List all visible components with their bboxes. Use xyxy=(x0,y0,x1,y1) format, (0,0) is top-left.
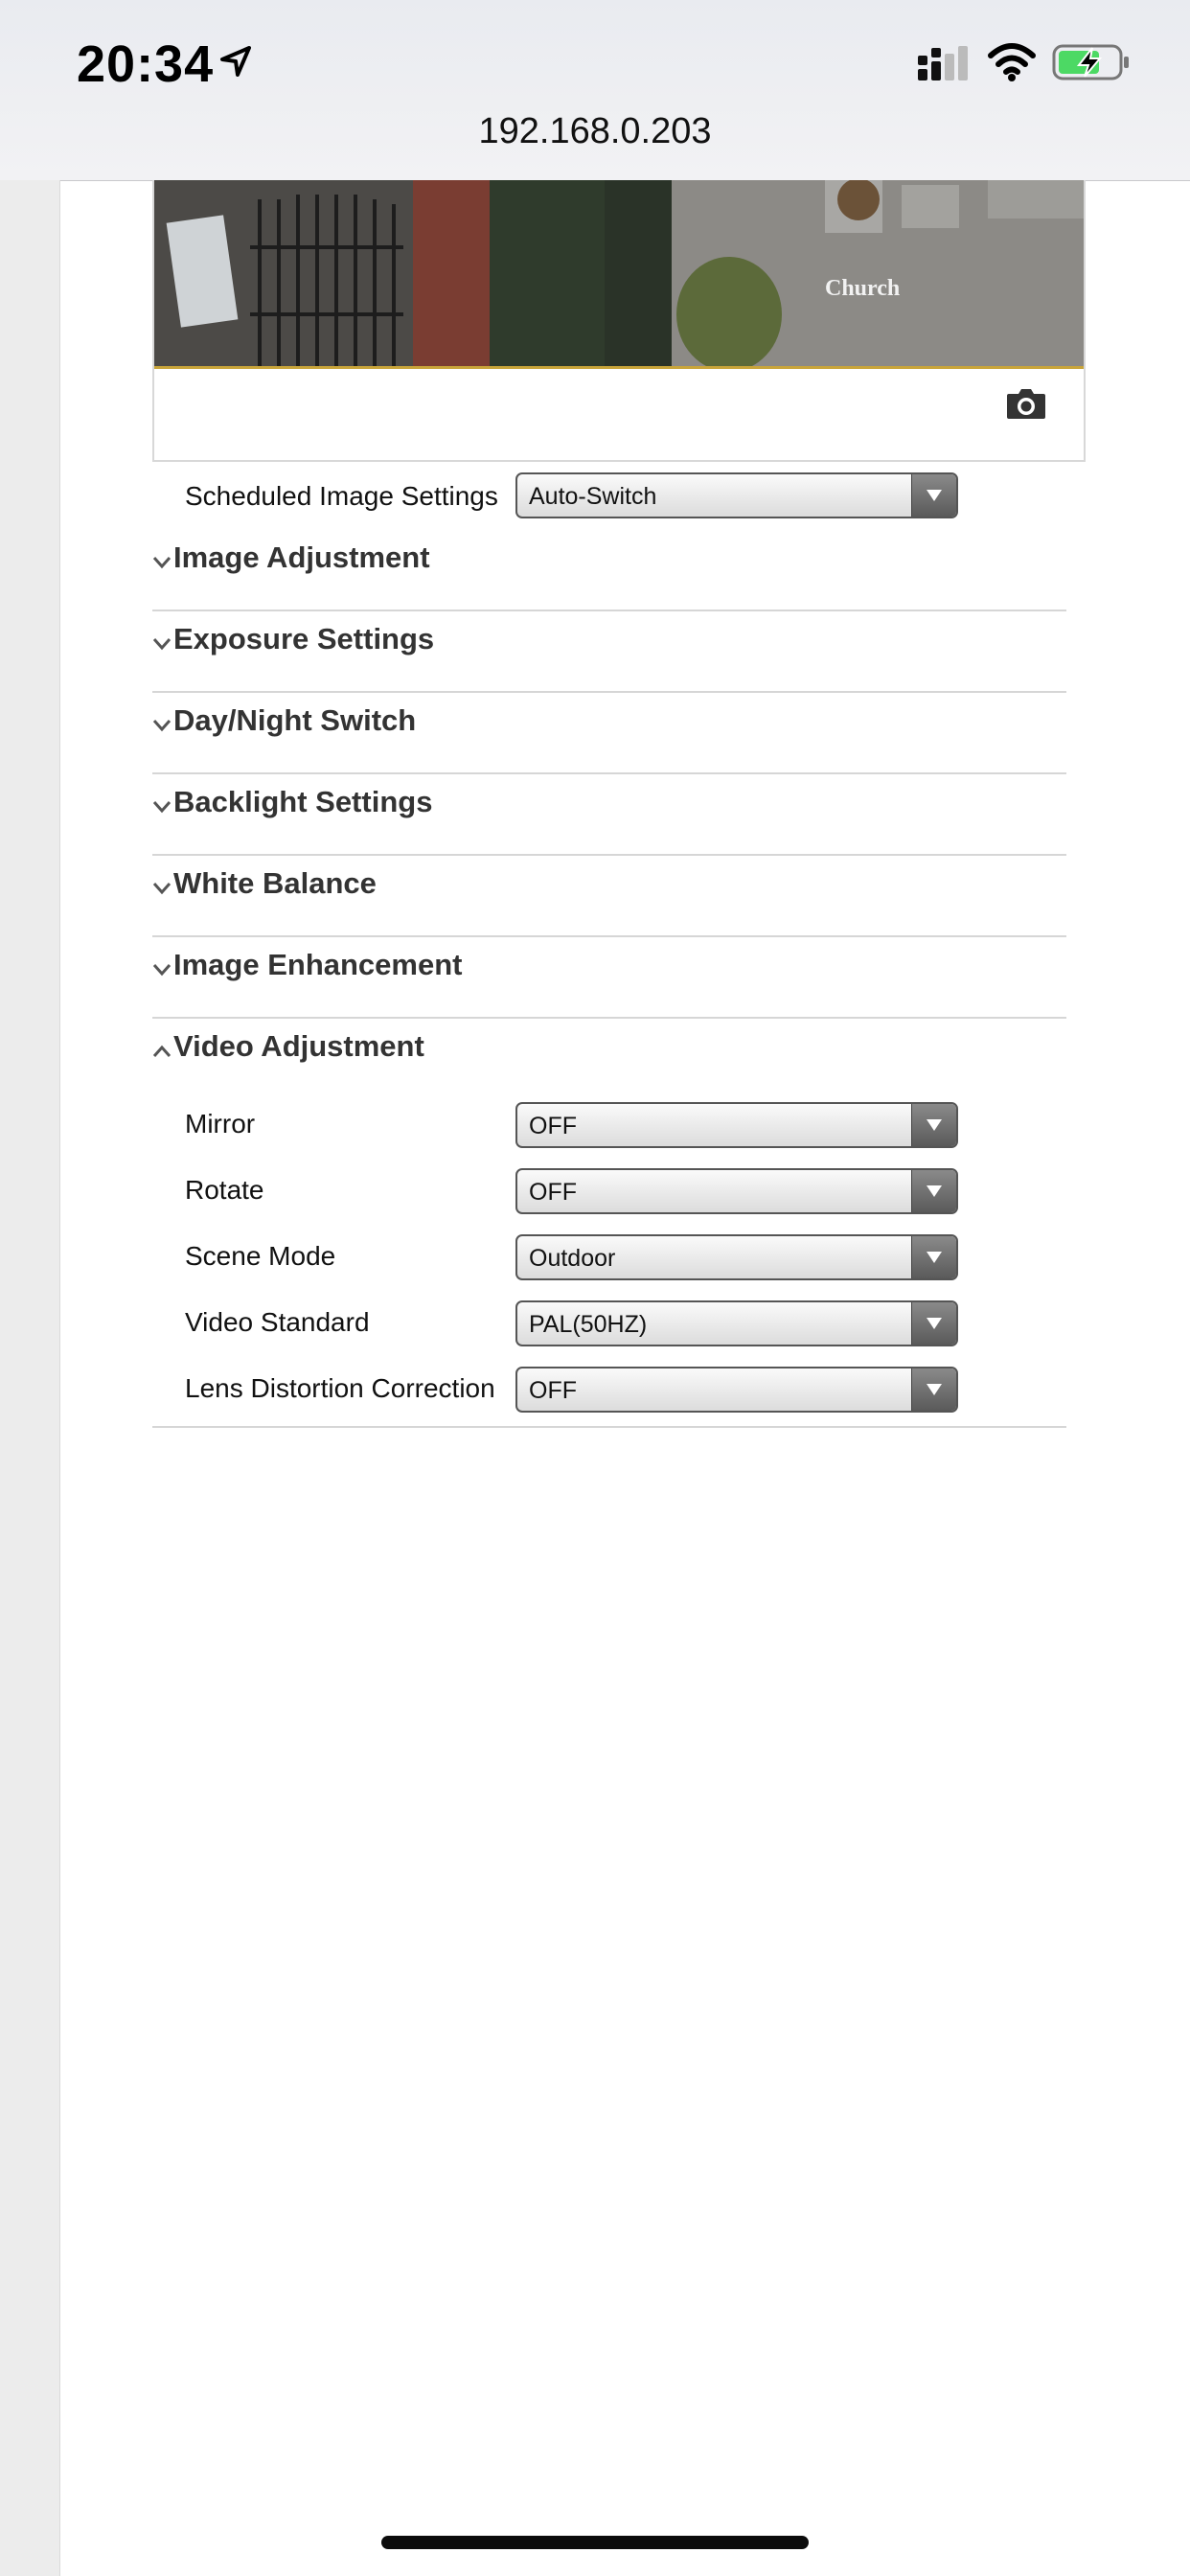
chevron-down-icon xyxy=(911,1236,956,1278)
section-image-enhancement[interactable] xyxy=(152,936,1066,1019)
page-left-rail xyxy=(0,180,60,2576)
select-value: PAL(50HZ) xyxy=(529,1311,648,1338)
camera-snapshot-icon[interactable] xyxy=(1005,386,1047,421)
select-value: Outdoor xyxy=(529,1245,616,1272)
rotate-label: Rotate xyxy=(185,1175,264,1205)
mirror-select[interactable] xyxy=(515,1102,958,1148)
status-time: 20:34 xyxy=(77,35,215,93)
scene-mode-label: Scene Mode xyxy=(185,1241,336,1271)
chevron-down-icon xyxy=(152,637,172,651)
location-arrow-icon xyxy=(217,42,255,80)
mirror-label: Mirror xyxy=(185,1109,256,1138)
lens-distortion-correction-select[interactable] xyxy=(515,1367,958,1413)
address-bar-url[interactable]: 192.168.0.203 xyxy=(478,111,712,151)
wifi-icon xyxy=(987,42,1037,82)
section-title: Day/Night Switch xyxy=(173,703,417,737)
rotate-select[interactable] xyxy=(515,1168,958,1214)
scheduled-image-settings-label: Scheduled Image Settings xyxy=(185,481,498,511)
chevron-down-icon xyxy=(152,882,172,895)
browser-top-bar xyxy=(0,0,1190,181)
cellular-signal-icon xyxy=(918,44,970,82)
chevron-down-icon xyxy=(152,963,172,977)
video-standard-select[interactable] xyxy=(515,1300,958,1346)
section-title: White Balance xyxy=(173,866,377,900)
section-exposure-settings[interactable] xyxy=(152,610,1066,693)
camera-scene-image xyxy=(154,180,1084,366)
section-white-balance[interactable] xyxy=(152,855,1066,937)
chevron-down-icon xyxy=(152,719,172,732)
chevron-down-icon xyxy=(911,1302,956,1345)
battery-charging-icon xyxy=(1052,42,1131,82)
section-title: Image Adjustment xyxy=(173,540,430,574)
camera-overlay-label: Church xyxy=(825,276,901,301)
video-standard-label: Video Standard xyxy=(185,1307,370,1337)
chevron-up-icon xyxy=(152,1045,172,1058)
chevron-down-icon xyxy=(152,556,172,569)
chevron-down-icon xyxy=(911,1104,956,1146)
home-indicator[interactable] xyxy=(381,2536,809,2549)
section-title: Image Enhancement xyxy=(173,948,463,981)
section-image-adjustment[interactable] xyxy=(152,529,1066,611)
section-title: Video Adjustment xyxy=(173,1029,424,1063)
chevron-down-icon xyxy=(152,800,172,814)
chevron-down-icon xyxy=(911,474,956,517)
section-title: Backlight Settings xyxy=(173,785,433,818)
lens-distortion-correction-label: Lens Distortion Correction xyxy=(185,1373,495,1403)
chevron-down-icon xyxy=(911,1368,956,1411)
select-value: OFF xyxy=(529,1113,577,1139)
select-value: OFF xyxy=(529,1377,577,1404)
select-value: OFF xyxy=(529,1179,577,1206)
scene-mode-select[interactable] xyxy=(515,1234,958,1280)
section-title: Exposure Settings xyxy=(173,622,435,656)
section-day-night-switch[interactable] xyxy=(152,692,1066,774)
scheduled-image-settings-select[interactable] xyxy=(515,472,958,518)
select-value: Auto-Switch xyxy=(529,483,657,510)
camera-preview-panel xyxy=(152,180,1086,462)
section-backlight-settings[interactable] xyxy=(152,773,1066,856)
camera-live-view xyxy=(154,180,1084,369)
section-divider xyxy=(152,1426,1066,1428)
section-video-adjustment[interactable] xyxy=(152,1018,1066,1098)
chevron-down-icon xyxy=(911,1170,956,1212)
